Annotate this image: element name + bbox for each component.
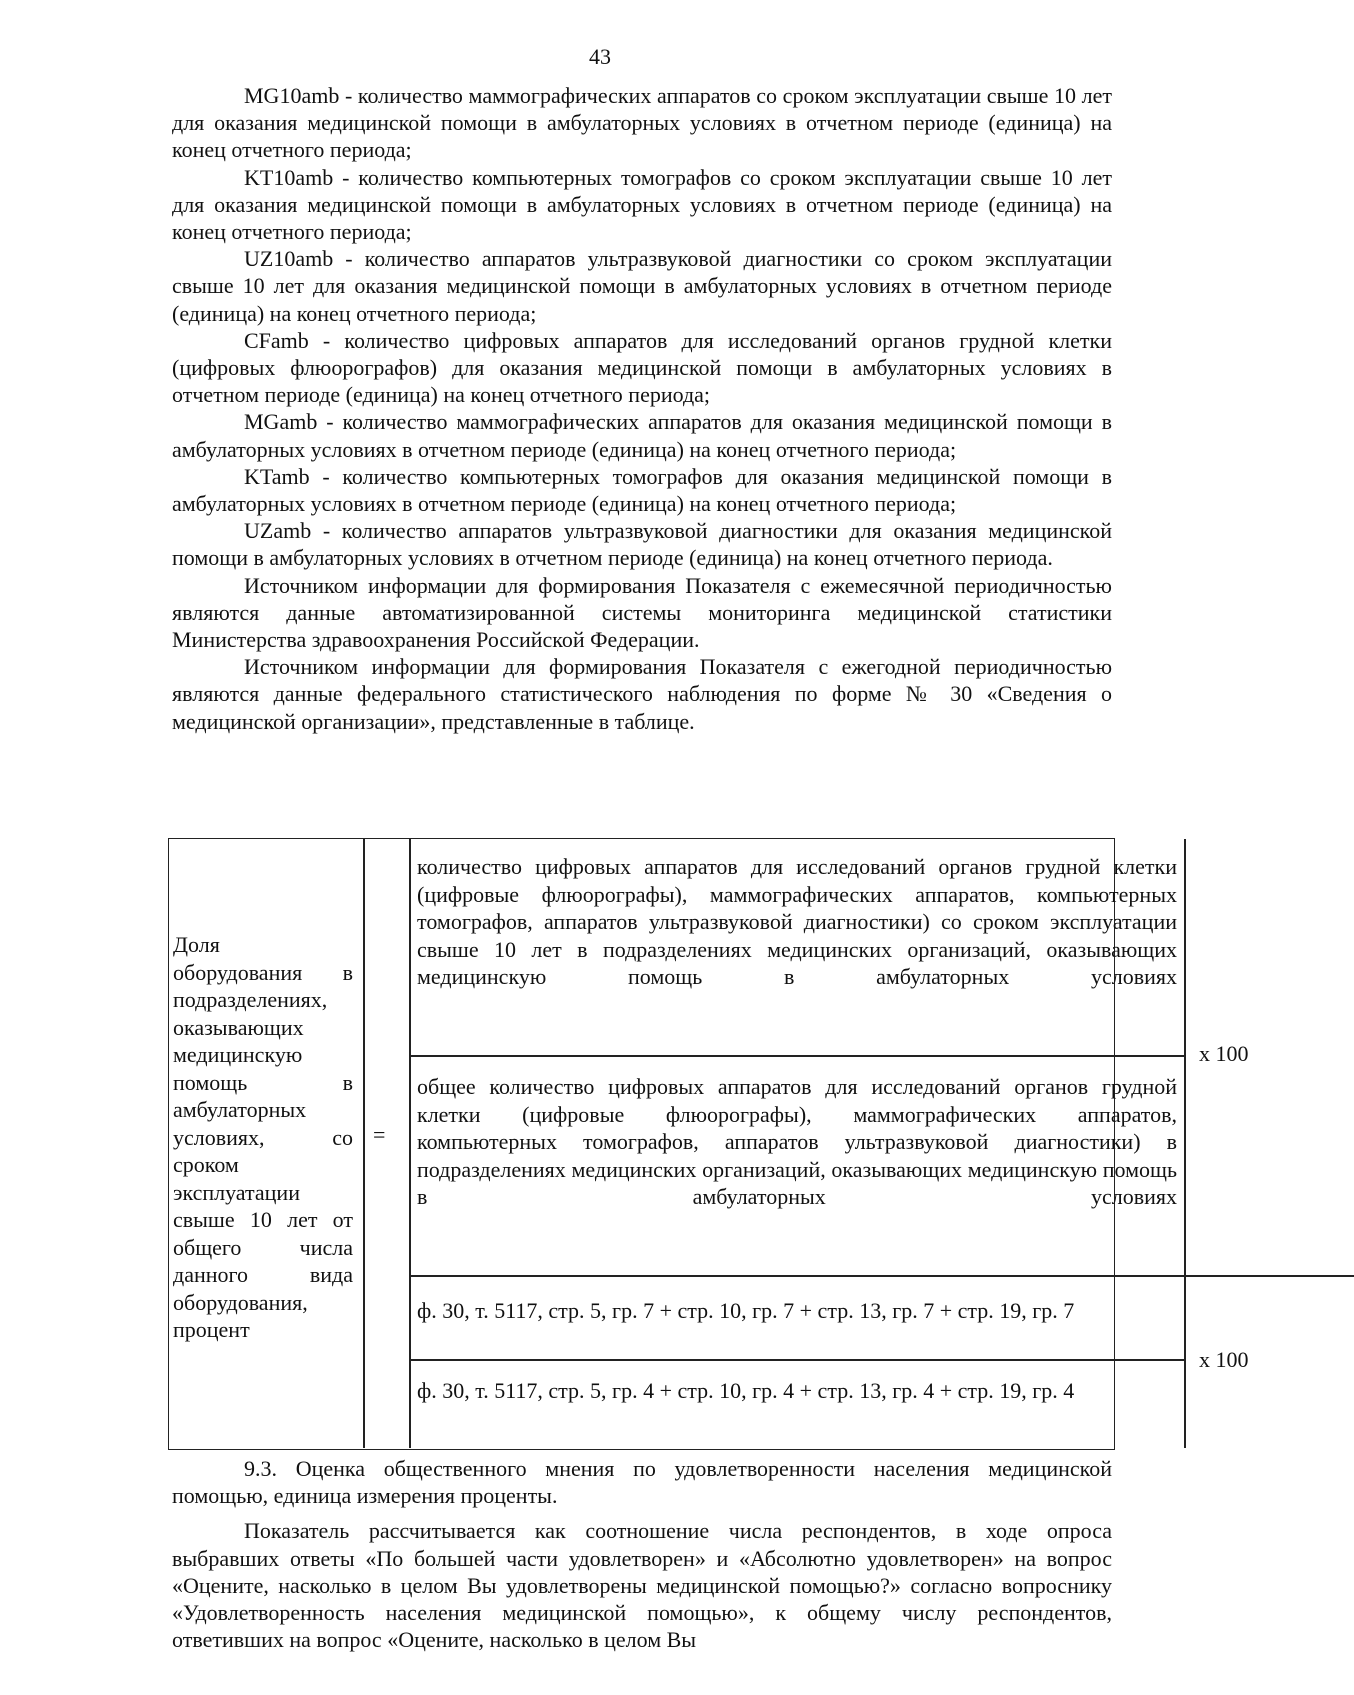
label-line: условиях, со bbox=[173, 1124, 353, 1150]
paragraph-cfamb: CFamb - количество цифровых аппаратов для исследований органов грудной клетки (цифровых флюорографов) для оказания медицинской помощи в амбулаторных условиях в отчетном периоде (единица) на конец отчетного периода; bbox=[172, 327, 1112, 408]
paragraph-uz10amb: UZ10amb - количество аппаратов ультразвуковой диагностики со сроком эксплуатации свыше 10 лет для оказания медицинской помощи в амбулаторных условиях в отчетном периоде (единица) на конец отчетного периода; bbox=[172, 246, 1112, 326]
formula-table bbox=[168, 838, 1249, 1450]
paragraph-source-annual: Источником информации для формирования Показателя с ежегодной периодичностью являются данные федерального статистического наблюдения по форме № 30 «Сведения о медицинской организации», представленные в таблице. bbox=[172, 654, 1112, 734]
label-line: оборудования, bbox=[173, 1289, 308, 1315]
section-9-3 bbox=[172, 1455, 1112, 1653]
fraction-line bbox=[409, 1055, 1184, 1057]
section-heading: 9.3. Оценка общественного мнения по удовлетворенности населения медицинской помощью, единица измерения проценты. bbox=[172, 1456, 1112, 1509]
label-line: свыше 10 лет от bbox=[173, 1207, 353, 1232]
label-line: сроком bbox=[173, 1152, 239, 1177]
paragraph-uzamb: UZamb - количество аппаратов ультразвуковой диагностики для оказания медицинской помощи в амбулаторных условиях в отчетном периоде (единица) на конец отчетного периода. bbox=[172, 518, 1112, 571]
definitions-text bbox=[172, 82, 1112, 735]
fraction-line bbox=[409, 1359, 1184, 1361]
label-line: медицинскую bbox=[173, 1042, 303, 1067]
paragraph-mgamb: MGamb - количество маммографических аппаратов для оказания медицинской помощи в амбулаторных условиях в отчетном периоде (единица) на конец отчетного периода; bbox=[172, 409, 1112, 462]
label-line: амбулаторных bbox=[173, 1097, 307, 1122]
table-divider bbox=[409, 839, 411, 1448]
label-line: подразделениях, bbox=[173, 987, 328, 1012]
paragraph-calculation: Показатель рассчитывается как соотношение числа респондентов, в ходе опроса выбравших ответы «По большей части удовлетворен» и «Абсолютно удовлетворен» на вопрос «Оцените, насколько в целом Вы удовлетворены медицинской помощью?» согласно вопроснику «Удовлетворенность населения медицинской помощью», к общему числу респондентов, ответивших на вопрос «Оцените, насколько в целом Вы bbox=[172, 1518, 1112, 1653]
table-divider bbox=[1184, 839, 1186, 1448]
paragraph-kt10amb: KT10amb - количество компьютерных томографов со сроком эксплуатации свыше 10 лет для оказания медицинской помощи в амбулаторных условиях в отчетном периоде (единица) на конец отчетного периода; bbox=[172, 164, 1112, 245]
form-numerator: ф. 30, т. 5117, стр. 5, гр. 7 + стр. 10, гр. 7 + стр. 13, гр. 7 + стр. 19, гр. 7 bbox=[417, 1298, 1075, 1323]
table-divider bbox=[363, 839, 365, 1448]
equals-sign: = bbox=[373, 1122, 386, 1147]
numerator-text: количество цифровых аппаратов для исследований органов грудной клетки (цифровые флюорографы), маммографических аппаратов, компьютерных томографов, аппаратов ультразвуковой диагностики) со сроком эксплуатации свыше 10 лет в подразделениях медицинских организаций, оказывающих медицинскую помощь в амбулаторных условиях bbox=[417, 854, 1177, 989]
label-line: оборудования в bbox=[173, 959, 353, 985]
label-line: помощь в bbox=[173, 1069, 353, 1095]
page-number: 43 bbox=[589, 44, 611, 69]
label-line: эксплуатации bbox=[173, 1179, 300, 1205]
paragraph-source-monthly: Источником информации для формирования Показателя с ежемесячной периодичностью являются данные автоматизированной системы мониторинга медицинской статистики Министерства здравоохранения Российской Федерации. bbox=[172, 572, 1112, 653]
form-denominator: ф. 30, т. 5117, стр. 5, гр. 4 + стр. 10, гр. 4 + стр. 13, гр. 4 + стр. 19, гр. 4 bbox=[417, 1378, 1075, 1403]
label-line: данного вида bbox=[173, 1262, 353, 1287]
indicator-name bbox=[173, 931, 353, 1344]
label-line: общего числа bbox=[173, 1234, 353, 1260]
paragraph-mg10amb: MG10amb - количество маммографических аппаратов со сроком эксплуатации свыше 10 лет для оказания медицинской помощи в амбулаторных условиях в отчетном периоде (единица) на конец отчетного периода; bbox=[172, 83, 1112, 163]
label-line: Доля bbox=[173, 932, 220, 957]
table-row-divider bbox=[409, 1275, 1354, 1277]
multiplier-text: x 100 bbox=[1199, 1347, 1249, 1372]
label-line: процент bbox=[173, 1317, 250, 1342]
label-line: оказывающих bbox=[173, 1014, 304, 1040]
multiplier-text: x 100 bbox=[1199, 1041, 1249, 1066]
denominator-text: общее количество цифровых аппаратов для исследований органов грудной клетки (цифровые флюорографы), маммографических аппаратов, компьютерных томографов, аппаратов ультразвуковой диагностики) в подразделениях медицинских организаций, оказывающих медицинскую помощь в амбулаторных условиях bbox=[417, 1074, 1177, 1209]
paragraph-ktamb: KTamb - количество компьютерных томографов для оказания медицинской помощи в амбулаторных условиях в отчетном периоде (единица) на конец отчетного периода; bbox=[172, 463, 1112, 517]
